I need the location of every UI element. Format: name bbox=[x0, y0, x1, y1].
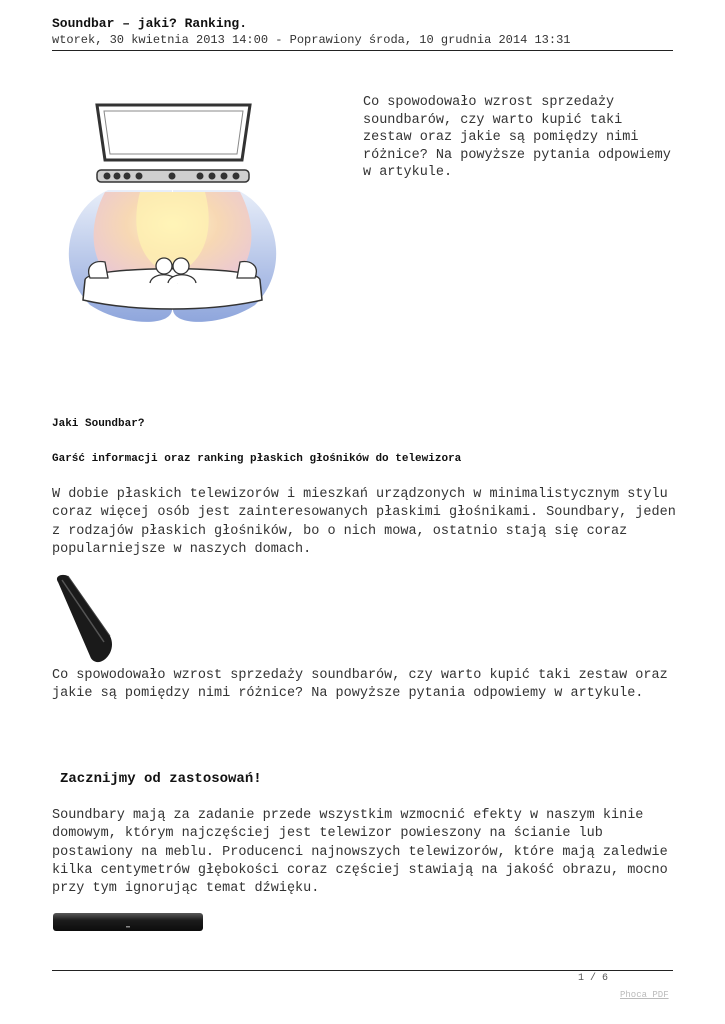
heading-jaki-soundbar: Jaki Soundbar? bbox=[52, 418, 145, 430]
soundbar-illustration bbox=[60, 100, 285, 335]
horizontal-soundbar-image bbox=[53, 912, 203, 933]
document-title: Soundbar – jaki? Ranking. bbox=[52, 16, 248, 31]
page-number: 1 / 6 bbox=[578, 973, 609, 984]
intro-text: Co spowodowało wzrost sprzedaży soundbarów, czy warto kupić taki zestaw oraz jakie są pomiędzy nimi różnice? Na powyższe pytania odpowiemy w artykule. bbox=[363, 95, 671, 180]
footer-divider bbox=[52, 970, 673, 971]
section-heading: Zacznijmy od zastosowań! bbox=[60, 771, 262, 787]
paragraph-intro: W dobie płaskich telewizorów i mieszkań urządzonych w minimalistycznym stylu coraz więcej osób jest zainteresowanych płaskimi głośnikami. Soundbary, jeden z rodzajów płaskich głośników, bo o nich mowa, ostatnio stają się coraz popularniejsze w naszych domach. bbox=[52, 487, 676, 557]
phoca-pdf-link[interactable]: Phoca PDF bbox=[620, 990, 669, 1000]
header-divider bbox=[52, 50, 673, 51]
document-dates: wtorek, 30 kwietnia 2013 14:00 - Poprawiony środa, 10 grudnia 2014 13:31 bbox=[52, 33, 571, 47]
paragraph-usage: Soundbary mają za zadanie przede wszystkim wzmocnić efekty w naszym kinie domowym, którym najczęściej jest telewizor powieszony na ścianie lub postawiony na meblu. Producenci najnowszych telewizorów, które mają zaledwie kilka centymetrów głębokości coraz częściej stawiają na jakość obrazu, mocno przy tym ignorując temat dźwięku. bbox=[52, 808, 668, 897]
heading-ranking: Garść informacji oraz ranking płaskich głośników do telewizora bbox=[52, 453, 462, 465]
paragraph-question: Co spowodowało wzrost sprzedaży soundbarów, czy warto kupić taki zestaw oraz jakie są pomiędzy nimi różnice? Na powyższe pytania odpowiemy w artykule. bbox=[52, 668, 668, 702]
soundbar-product-image bbox=[52, 572, 116, 664]
